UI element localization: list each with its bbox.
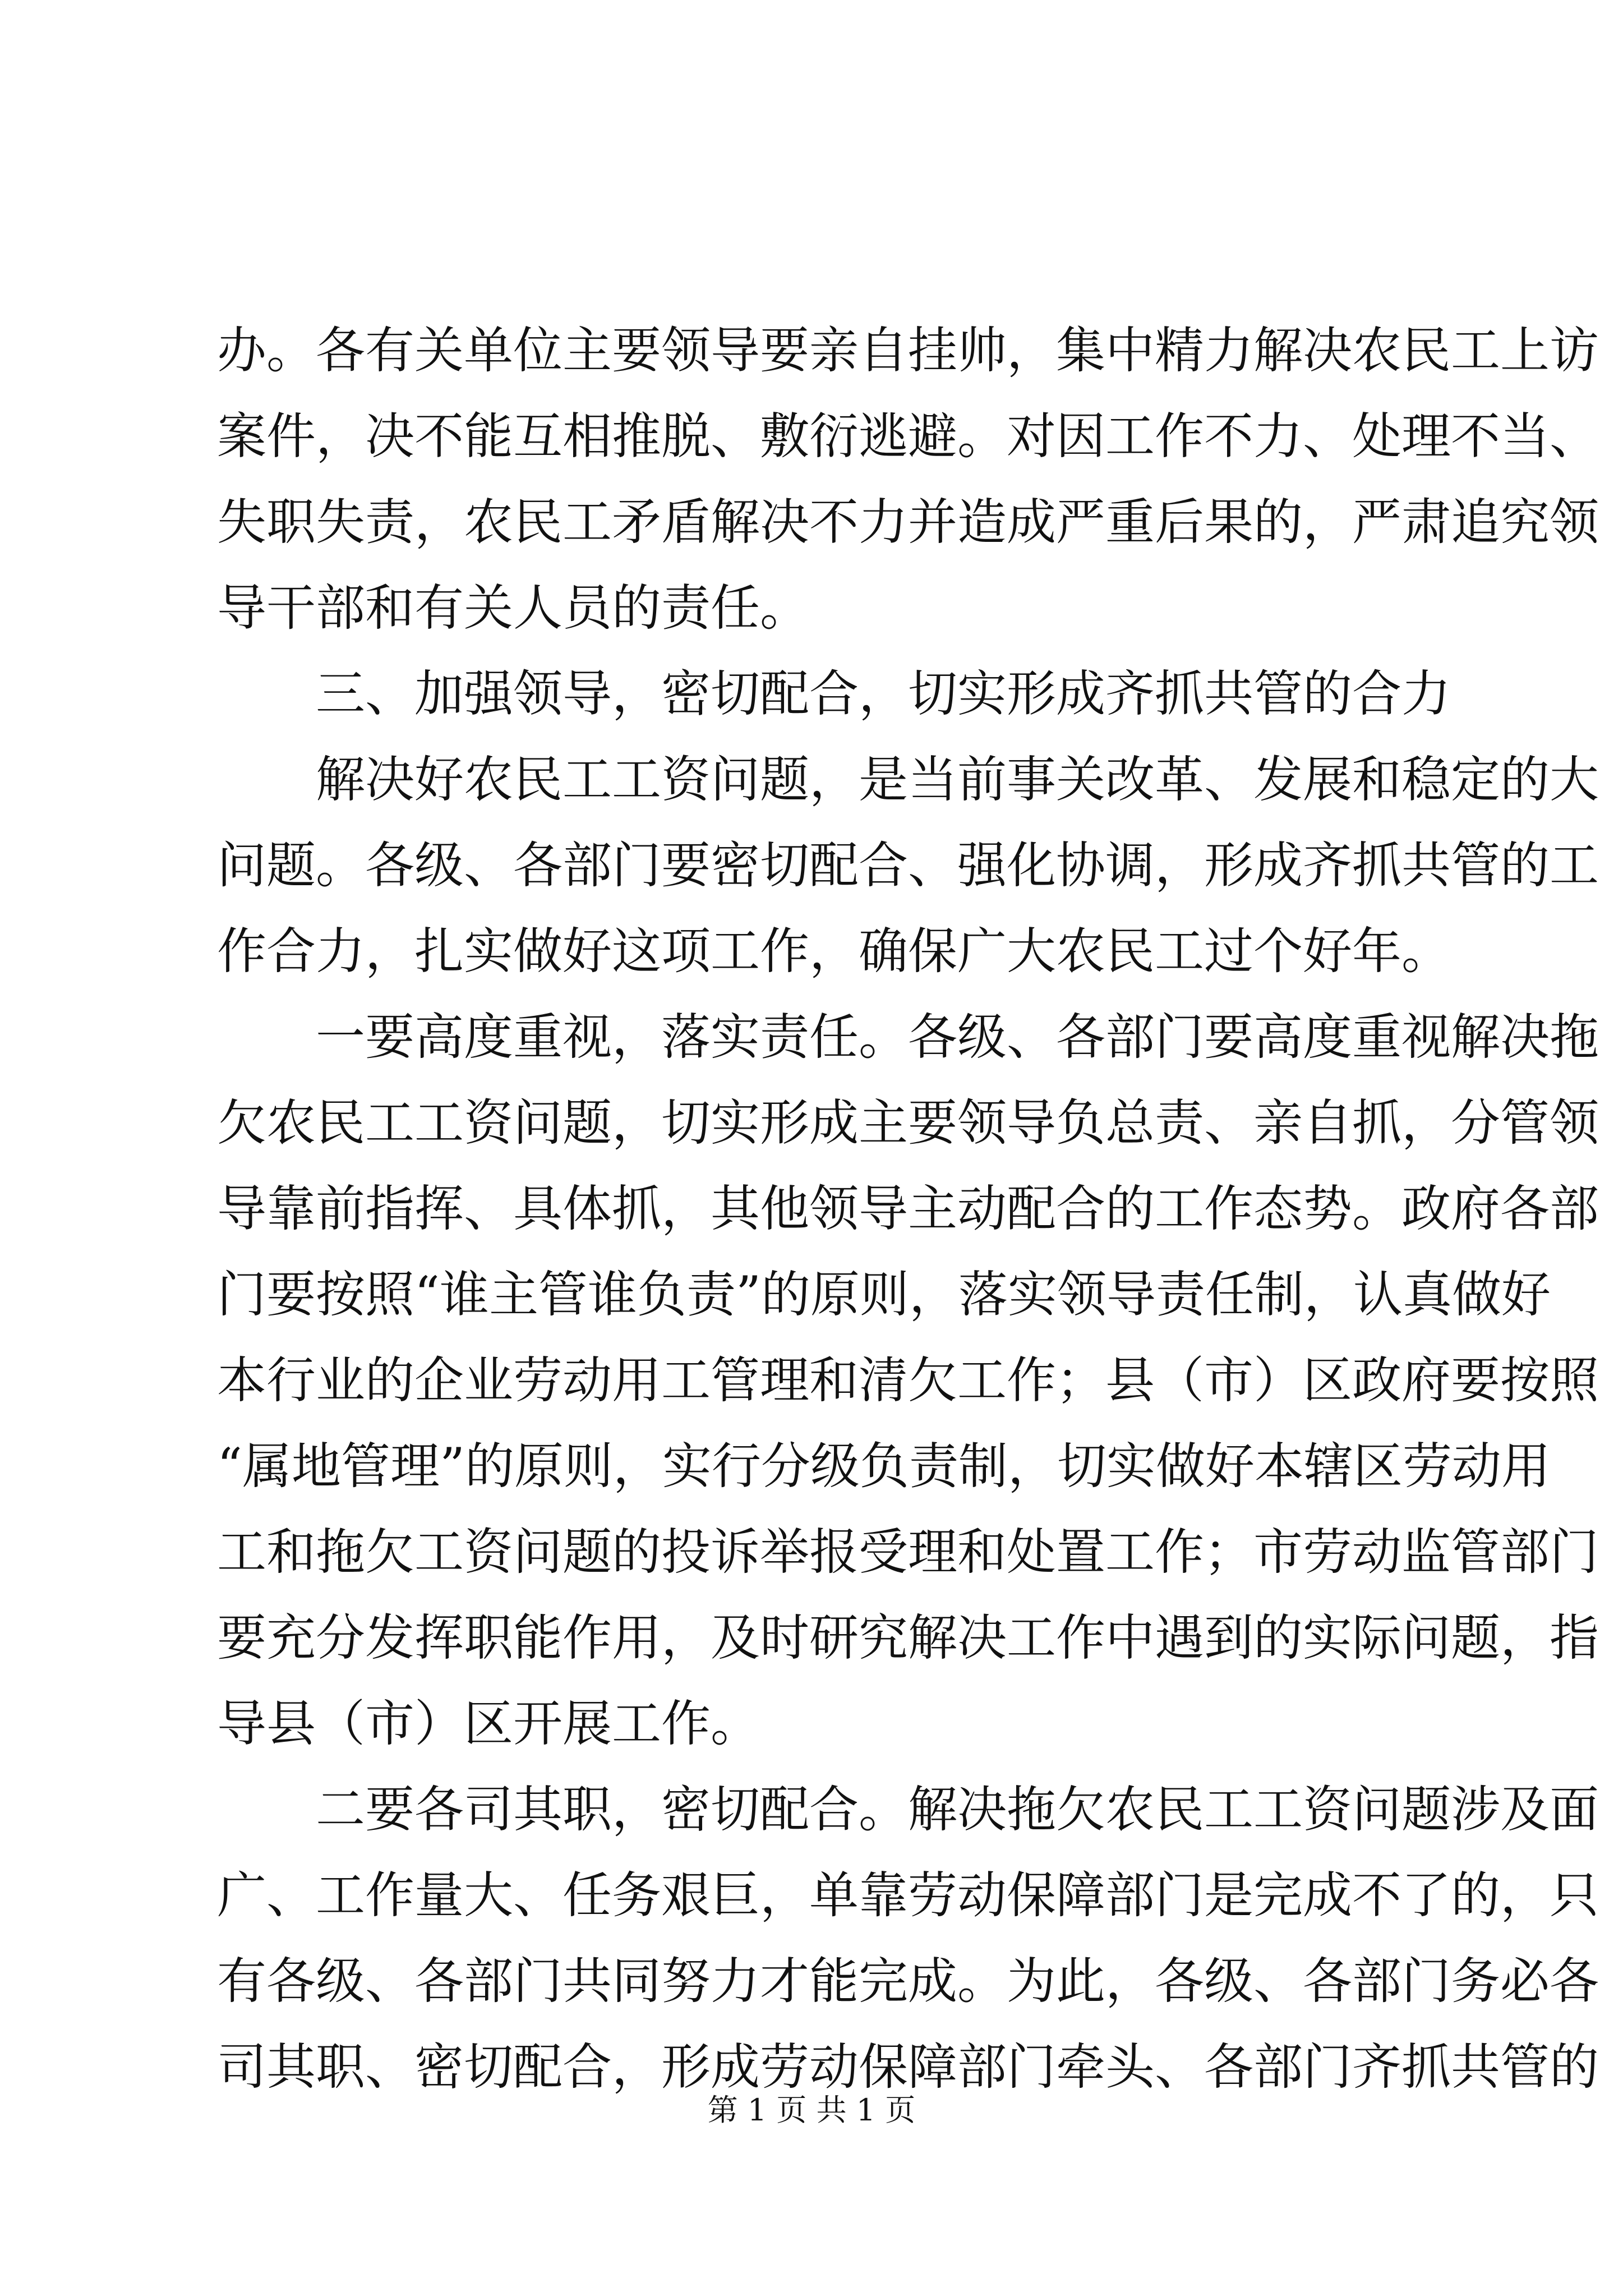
body-line-text: 欠农民工工资问题，切实形成主要领导负总责、亲自抓，分管领 <box>217 1094 1599 1152</box>
body-line-text: 解决好农民工工资问题，是当前事关改革、发展和稳定的大 <box>316 751 1599 808</box>
body-line <box>217 1939 1599 2023</box>
body-line <box>217 823 1599 908</box>
body-line <box>217 1253 1551 1337</box>
body-line-text: 要充分发挥职能作用，及时研究解决工作中遇到的实际问题，指 <box>217 1609 1599 1667</box>
body-line <box>217 566 1404 650</box>
body-line <box>217 1167 1599 1251</box>
body-line-text: 问题。各级、各部门要密切配合、强化协调，形成齐抓共管的工 <box>217 836 1599 894</box>
body-line-text: 导靠前指挥、具体抓，其他领导主动配合的工作态势。政府各部 <box>217 1180 1599 1237</box>
body-line <box>217 1510 1599 1594</box>
section-heading <box>316 652 1451 736</box>
body-line <box>217 1682 1404 1766</box>
body-line-text: 本行业的企业劳动用工管理和清欠工作；县（市）区政府要按照 <box>217 1351 1599 1409</box>
body-line-text: 二要各司其职，密切配合。解决拖欠农民工工资问题涉及面 <box>316 1780 1599 1838</box>
body-line <box>217 909 1451 993</box>
body-line-text: 导县（市）区开展工作。 <box>217 1695 760 1752</box>
page-footer: 第 1 页 共 1 页 <box>707 2092 916 2128</box>
body-line <box>316 738 1599 822</box>
body-line-text: 失职失责，农民工矛盾解决不力并造成严重后果的，严肃追究领 <box>217 493 1599 551</box>
body-line <box>217 1424 1551 1508</box>
body-line-text: 门要按照“谁主管谁负责”的原则，落实领导责任制，认真做好 <box>217 1266 1551 1323</box>
body-line <box>217 1596 1599 1680</box>
body-line <box>217 309 1599 393</box>
body-line-text: 作合力，扎实做好这项工作，确保广大农民工过个好年。 <box>217 922 1451 980</box>
body-line-text: 一要高度重视，落实责任。各级、各部门要高度重视解决拖 <box>316 1008 1599 1066</box>
body-line-text: 导干部和有关人员的责任。 <box>217 579 810 637</box>
body-line-text: 工和拖欠工资问题的投诉举报受理和处置工作；市劳动监管部门 <box>217 1523 1599 1581</box>
body-line <box>316 995 1599 1079</box>
body-line <box>217 1853 1599 1938</box>
body-line <box>217 1338 1599 1423</box>
body-line-text: 有各级、各部门共同努力才能完成。为此，各级、各部门务必各 <box>217 1952 1599 2010</box>
body-line <box>217 1081 1599 1165</box>
body-line-text: 案件，决不能互相推脱、敷衍逃避。对因工作不力、处理不当、 <box>217 407 1599 465</box>
body-line-text: “属地管理”的原则，实行分级负责制，切实做好本辖区劳动用 <box>217 1437 1551 1495</box>
body-line <box>217 480 1599 564</box>
body-line-text: 广、工作量大、任务艰巨，单靠劳动保障部门是完成不了的，只 <box>217 1866 1599 1924</box>
body-line-text: 办。各有关单位主要领导要亲自挂帅，集中精力解决农民工上访 <box>217 321 1599 379</box>
body-line <box>316 1768 1599 1852</box>
body-line <box>217 394 1599 478</box>
body-line-text: 司其职、密切配合，形成劳动保障部门牵头、各部门齐抓共管的 <box>217 2038 1599 2096</box>
section-heading-text: 三、加强领导，密切配合，切实形成齐抓共管的合力 <box>316 665 1451 723</box>
